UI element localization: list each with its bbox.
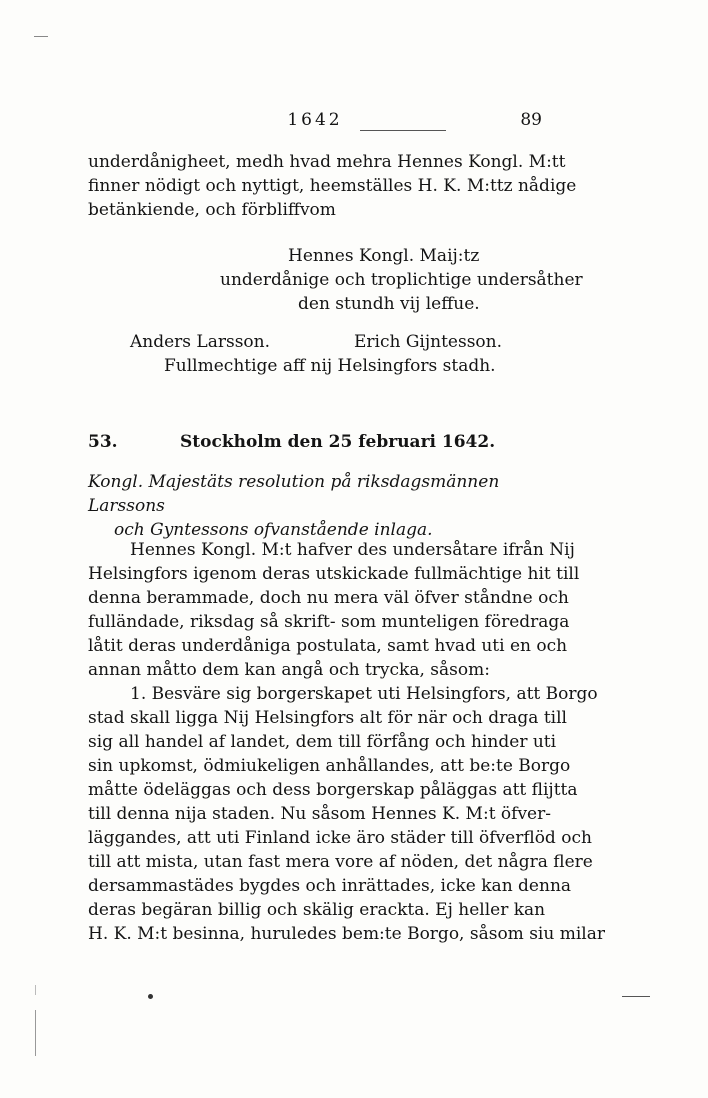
text-line: finner nödigt och nyttigt, heemställes H. K. M:ttz nådige xyxy=(88,176,577,196)
text-line: stad skall ligga Nij Helsingfors alt för när och draga till xyxy=(88,708,567,728)
page-dot-mark xyxy=(148,994,153,999)
text-line: H. K. M:t besinna, huruledes bem:te Borgo, såsom siu milar xyxy=(88,924,605,944)
scan-artifact-right-dash xyxy=(622,996,650,997)
subtitle-line: och Gyntessons ofvanstående inlaga. xyxy=(114,520,433,540)
header-year-rule xyxy=(360,130,446,131)
text-line: 1. Besväre sig borgerskapet uti Helsingfors, att Borgo xyxy=(130,684,598,704)
signatory-right: Erich Gijntesson. xyxy=(354,332,503,352)
scan-artifact-left-line xyxy=(35,1010,36,1056)
text-line: Hennes Kongl. M:t hafver des undersåtare ifrån Nij xyxy=(130,540,575,560)
text-line: betänkiende, och förbliffvom xyxy=(88,200,336,220)
text-line: Helsingfors igenom deras utskickade fullmächtige hit till xyxy=(88,564,580,584)
intro-paragraph xyxy=(88,150,577,222)
closing-line-1: Hennes Kongl. Maij:tz xyxy=(288,246,480,266)
text-line: annan måtto dem kan angå och trycka, såsom: xyxy=(88,660,490,680)
scan-artifact-top-left xyxy=(34,36,48,37)
text-line: läggandes, att uti Finland icke äro städer till öfverflöd och xyxy=(88,828,592,848)
text-line: till att mista, utan fast mera vore af nöden, det några flere xyxy=(88,852,593,872)
text-line: fulländade, riksdag så skrift- som munteligen föredraga xyxy=(88,612,570,632)
text-line: sig all handel af landet, dem till förfång och hinder uti xyxy=(88,732,557,752)
signatory-title: Fullmechtige aff nij Helsingfors stadh. xyxy=(164,356,496,376)
subtitle-line: Kongl. Majestäts resolution på riksdagsmännen Larssons xyxy=(88,472,500,516)
body-paragraph-2 xyxy=(88,682,605,946)
signatory-left: Anders Larsson. xyxy=(130,332,271,352)
text-line: låtit deras underdåniga postulata, samt hvad uti en och xyxy=(88,636,568,656)
text-line: måtte ödeläggas och dess borgerskap påläggas att flijtta xyxy=(88,780,578,800)
scan-artifact-left-tick xyxy=(35,985,36,995)
text-line: dersammastädes bygdes och inrättades, icke kan denna xyxy=(88,876,572,896)
text-line: till denna nija staden. Nu såsom Hennes K. M:t öfver- xyxy=(88,804,551,824)
header-year: 1642 xyxy=(287,110,343,130)
document-number: 53. xyxy=(88,432,118,452)
text-line: underdånigheet, medh hvad mehra Hennes Kongl. M:tt xyxy=(88,152,566,172)
document-title: Stockholm den 25 februari 1642. xyxy=(180,432,496,452)
page-number: 89 xyxy=(520,110,542,130)
closing-line-3: den stundh vij leffue. xyxy=(298,294,480,314)
body-paragraph-1 xyxy=(88,538,580,682)
closing-line-2: underdånige och troplichtige undersåther xyxy=(220,270,583,290)
document-subtitle xyxy=(88,470,542,542)
page-header xyxy=(88,110,542,134)
text-line: sin upkomst, ödmiukeligen anhållandes, att be:te Borgo xyxy=(88,756,571,776)
text-line: denna berammade, doch nu mera väl öfver ståndne och xyxy=(88,588,569,608)
text-line: deras begäran billig och skälig erackta. Ej heller kan xyxy=(88,900,546,920)
